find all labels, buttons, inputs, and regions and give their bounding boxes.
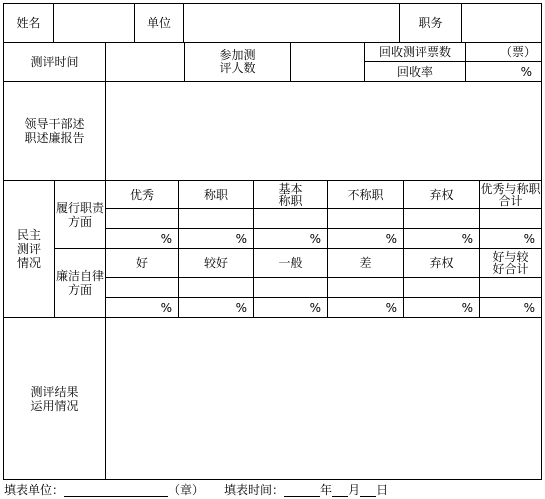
fill-unit-label: 填表单位： xyxy=(4,483,65,497)
duty-label: 履行职责 方面 xyxy=(55,200,104,229)
day-blank[interactable] xyxy=(360,484,376,497)
returned-votes-unit: （票） xyxy=(499,45,536,59)
returned-votes-label: 回收测评票数 xyxy=(378,45,451,59)
integrity-col-total: 好与较 好合计 xyxy=(492,250,529,276)
evaluation-time-field[interactable] xyxy=(106,43,184,81)
integrity-col-average: 一般 xyxy=(278,256,303,270)
report-label: 领导干部述 职述廉报告 xyxy=(24,117,85,145)
integrity-col-abstain: 弃权 xyxy=(429,256,454,270)
duty-col-competent: 称职 xyxy=(203,187,228,202)
duty-col-incompetent: 不称职 xyxy=(347,187,384,202)
duty-col-basic: 基本 称职 xyxy=(278,181,303,208)
integrity-percent: % xyxy=(160,301,172,315)
month-blank[interactable] xyxy=(332,484,348,497)
integrity-percent: % xyxy=(523,301,535,315)
integrity-col-fairly-good: 较好 xyxy=(203,256,228,270)
position-field[interactable] xyxy=(462,4,541,42)
day-label: 日 xyxy=(376,483,389,497)
form-footer xyxy=(4,483,388,497)
result-usage-label: 测评结果 运用情况 xyxy=(30,384,79,413)
duty-percent: % xyxy=(309,232,321,246)
year-blank[interactable] xyxy=(284,484,320,497)
fill-time-label: 填表时间： xyxy=(224,483,285,497)
row-line xyxy=(105,297,541,298)
duty-percent: % xyxy=(235,232,247,246)
democratic-evaluation-label: 民主 测评 情况 xyxy=(16,228,41,270)
duty-percent: % xyxy=(160,232,172,246)
result-usage-field[interactable] xyxy=(106,318,541,479)
unit-field[interactable] xyxy=(184,4,399,42)
year-label: 年 xyxy=(320,483,333,497)
duty-col-abstain: 弃权 xyxy=(429,187,454,202)
fill-unit-blank[interactable] xyxy=(64,484,168,497)
row-line xyxy=(105,277,541,278)
integrity-percent: % xyxy=(461,301,473,315)
position-label: 职务 xyxy=(418,16,443,30)
month-label: 月 xyxy=(348,483,361,497)
participants-label: 参加测 评人数 xyxy=(219,48,256,75)
name-field[interactable] xyxy=(54,4,134,42)
integrity-col-poor: 差 xyxy=(359,256,372,270)
integrity-percent: % xyxy=(235,301,247,315)
duty-percent: % xyxy=(385,232,397,246)
row-line xyxy=(105,208,541,209)
evaluation-time-label: 测评时间 xyxy=(30,55,79,69)
duty-col-total: 优秀与称职 合计 xyxy=(480,181,541,208)
integrity-percent: % xyxy=(309,301,321,315)
duty-percent: % xyxy=(461,232,473,246)
name-label: 姓名 xyxy=(16,16,41,30)
integrity-percent: % xyxy=(385,301,397,315)
return-rate-percent: % xyxy=(520,65,532,79)
row-line xyxy=(105,228,541,229)
return-rate-label: 回收率 xyxy=(396,64,433,79)
duty-percent: % xyxy=(523,232,535,246)
participants-field[interactable] xyxy=(291,43,364,81)
report-field[interactable] xyxy=(106,82,541,180)
duty-col-excellent: 优秀 xyxy=(129,187,154,202)
seal-label: （章） xyxy=(168,483,205,497)
integrity-col-good: 好 xyxy=(135,256,148,270)
unit-label: 单位 xyxy=(146,16,171,30)
evaluation-form xyxy=(3,3,542,480)
integrity-label: 廉洁自律 方面 xyxy=(55,269,104,297)
